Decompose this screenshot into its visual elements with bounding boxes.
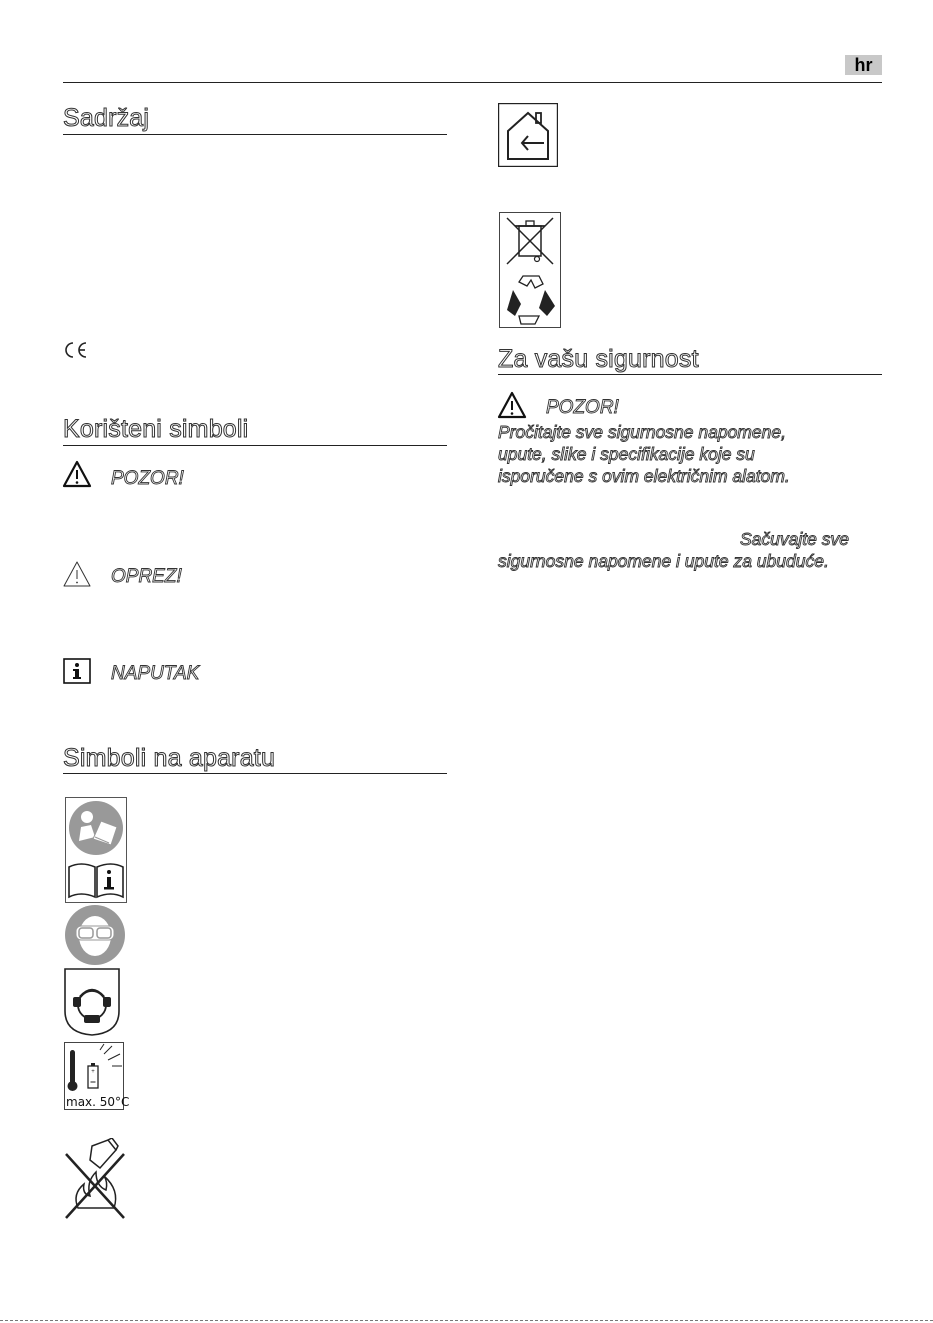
footer-dashed-rule [0, 1320, 933, 1321]
safety-warning-label: POZOR! [546, 397, 619, 418]
safety-heading: Za vašu sigurnost [498, 345, 699, 373]
safety-warning-triangle-icon [497, 391, 527, 419]
max-temperature-label: max. 50°C [66, 1095, 130, 1109]
crossed-bin-icon [499, 212, 561, 328]
read-manual-icon [65, 797, 127, 903]
safety-paragraph-line-1: Pročitajte sve sigurnosne napomene, [498, 422, 786, 442]
note-label: NAPUTAK [111, 663, 200, 684]
ce-mark-icon [63, 341, 89, 359]
indoor-use-icon [498, 103, 558, 167]
device-symbols-heading-rule [63, 773, 447, 774]
caution-triangle-icon [62, 560, 92, 588]
safety-paragraph-line-2: upute, slike i specifikacije koje su [498, 444, 755, 464]
safety-heading-rule [498, 374, 882, 375]
svg-text:+: + [91, 1069, 95, 1075]
keep-instructions-line-2: sigurnosne napomene i upute za ubuduće. [498, 551, 829, 571]
contents-heading-rule [63, 134, 447, 135]
warning-triangle-icon [62, 460, 92, 488]
safety-paragraph-line-3: isporučene s ovim električnim alatom. [498, 466, 790, 486]
symbols-used-heading: Korišteni simboli [63, 415, 249, 443]
no-fire-battery-icon [64, 1138, 126, 1220]
ear-protection-icon [63, 967, 121, 1037]
warning-label: POZOR! [111, 468, 184, 489]
safety-goggles-icon [64, 904, 126, 966]
device-symbols-heading: Simboli na aparatu [63, 744, 276, 772]
caution-label: OPREZ! [111, 566, 182, 587]
info-icon [63, 658, 91, 684]
language-badge: hr [845, 55, 882, 75]
symbols-used-heading-rule [63, 445, 447, 446]
header-rule [63, 82, 882, 83]
keep-instructions-line-1: Sačuvajte sve [740, 529, 849, 549]
contents-heading: Sadržaj [63, 104, 150, 132]
